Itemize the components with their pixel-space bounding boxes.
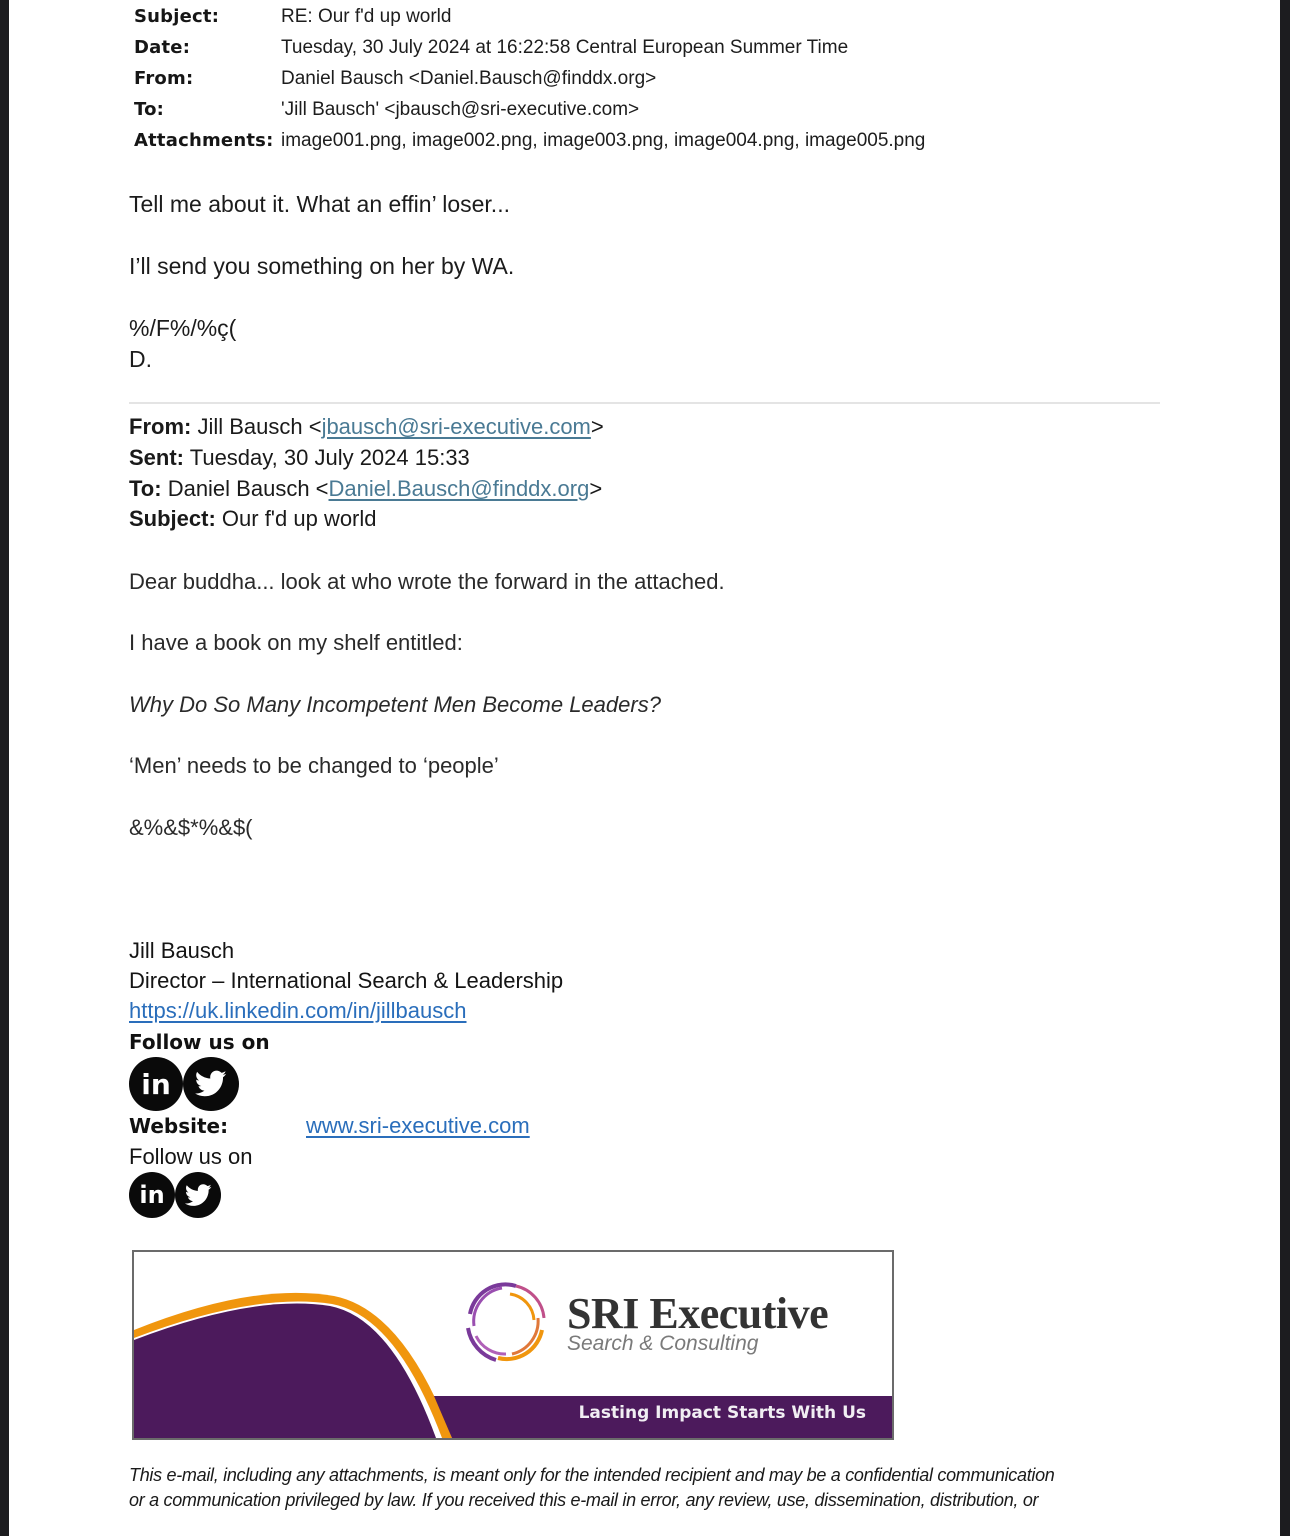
- fw-book-title: Why Do So Many Incompetent Men Become Leaders?: [129, 692, 661, 717]
- follow-us-regular: Follow us on: [129, 1144, 253, 1169]
- disclaimer-line-1: This e-mail, including any attachments, is meant only for the intended recipient and may be a confidential communication: [129, 1465, 1055, 1485]
- fw-sent-value: Tuesday, 30 July 2024 15:33: [184, 445, 470, 470]
- brand-subtitle: Search & Consulting: [567, 1332, 759, 1355]
- twitter-bird-icon: [195, 1070, 227, 1098]
- to-value: 'Jill Bausch' <jbausch@sri-executive.com>: [281, 99, 640, 120]
- fw-to-name: Daniel Bausch <: [161, 476, 329, 501]
- fw-body-line-2: I have a book on my shelf entitled:: [129, 630, 463, 655]
- to-label: To:: [134, 99, 165, 120]
- fw-from-row: [129, 414, 604, 440]
- fw-to-close: >: [589, 476, 603, 501]
- date-value: Tuesday, 30 July 2024 at 16:22:58 Central European Summer Time: [281, 37, 849, 58]
- fw-body-line-3: ‘Men’ needs to be changed to ‘people’: [129, 753, 499, 778]
- fw-subject-value: Our f'd up world: [215, 506, 377, 531]
- disclaimer-line-2: or a communication privileged by law. If you received this e-mail in error, any review, use, dissemination, distribution, or: [129, 1490, 1039, 1510]
- fw-from-email-link[interactable]: jbausch@sri-executive.com: [321, 414, 591, 439]
- fw-sent-label: Sent:: [129, 445, 184, 470]
- fw-to-label: To:: [129, 476, 162, 501]
- social-icons-1: [129, 1057, 239, 1111]
- linkedin-glyph: in: [141, 1067, 171, 1101]
- reply-line-1: Tell me about it. What an effin’ loser...: [129, 191, 510, 217]
- brand-name: SRI Executive: [567, 1289, 829, 1338]
- twitter-icon[interactable]: [175, 1172, 221, 1218]
- date-label: Date:: [134, 37, 191, 58]
- linkedin-icon[interactable]: [129, 1057, 183, 1111]
- fw-to-row: [129, 476, 602, 502]
- email-document: [9, 0, 1280, 1536]
- twitter-bird-icon: [185, 1184, 212, 1207]
- linkedin-glyph: in: [139, 1181, 165, 1209]
- website-link[interactable]: www.sri-executive.com: [306, 1113, 530, 1138]
- reply-line-2: I’ll send you something on her by WA.: [129, 253, 515, 279]
- fw-body-line-1: Dear buddha... look at who wrote the forward in the attached.: [129, 569, 725, 594]
- fw-from-close: >: [590, 414, 604, 439]
- linkedin-icon[interactable]: [129, 1172, 175, 1218]
- subject-label: Subject:: [134, 6, 220, 27]
- fw-subject-row: [129, 506, 377, 532]
- fw-from-name: Jill Bausch <: [191, 414, 322, 439]
- fw-from-label: From:: [129, 414, 192, 439]
- follow-us-bold: Follow us on: [129, 1030, 270, 1054]
- attachments-value[interactable]: image001.png, image002.png, image003.png, image004.png, image005.png: [281, 130, 926, 151]
- quote-divider: [129, 402, 1160, 404]
- company-banner: [132, 1250, 894, 1440]
- fw-subject-label: Subject:: [129, 506, 216, 531]
- from-value: Daniel Bausch <Daniel.Bausch@finddx.org>: [281, 68, 657, 89]
- social-icons-2: [129, 1172, 221, 1218]
- fw-sent-row: [129, 445, 470, 471]
- website-label: Website:: [129, 1114, 229, 1138]
- swirl-logo-icon: [468, 1284, 544, 1360]
- subject-value: RE: Our f'd up world: [281, 6, 452, 27]
- linkedin-profile-link[interactable]: https://uk.linkedin.com/in/jillbausch: [129, 998, 467, 1023]
- fw-body-line-4: &%&$*%&$(: [129, 815, 253, 840]
- reply-line-3: %/F%/%ç(: [129, 315, 237, 341]
- signature-title: Director – International Search & Leadership: [129, 968, 564, 993]
- attachments-label: Attachments:: [134, 130, 274, 151]
- from-label: From:: [134, 68, 194, 89]
- fw-to-email-link[interactable]: Daniel.Bausch@finddx.org: [328, 476, 590, 501]
- banner-tagline: Lasting Impact Starts With Us: [578, 1403, 866, 1423]
- reply-signoff: D.: [129, 346, 152, 372]
- signature-name: Jill Bausch: [129, 938, 235, 963]
- twitter-icon[interactable]: [183, 1057, 239, 1111]
